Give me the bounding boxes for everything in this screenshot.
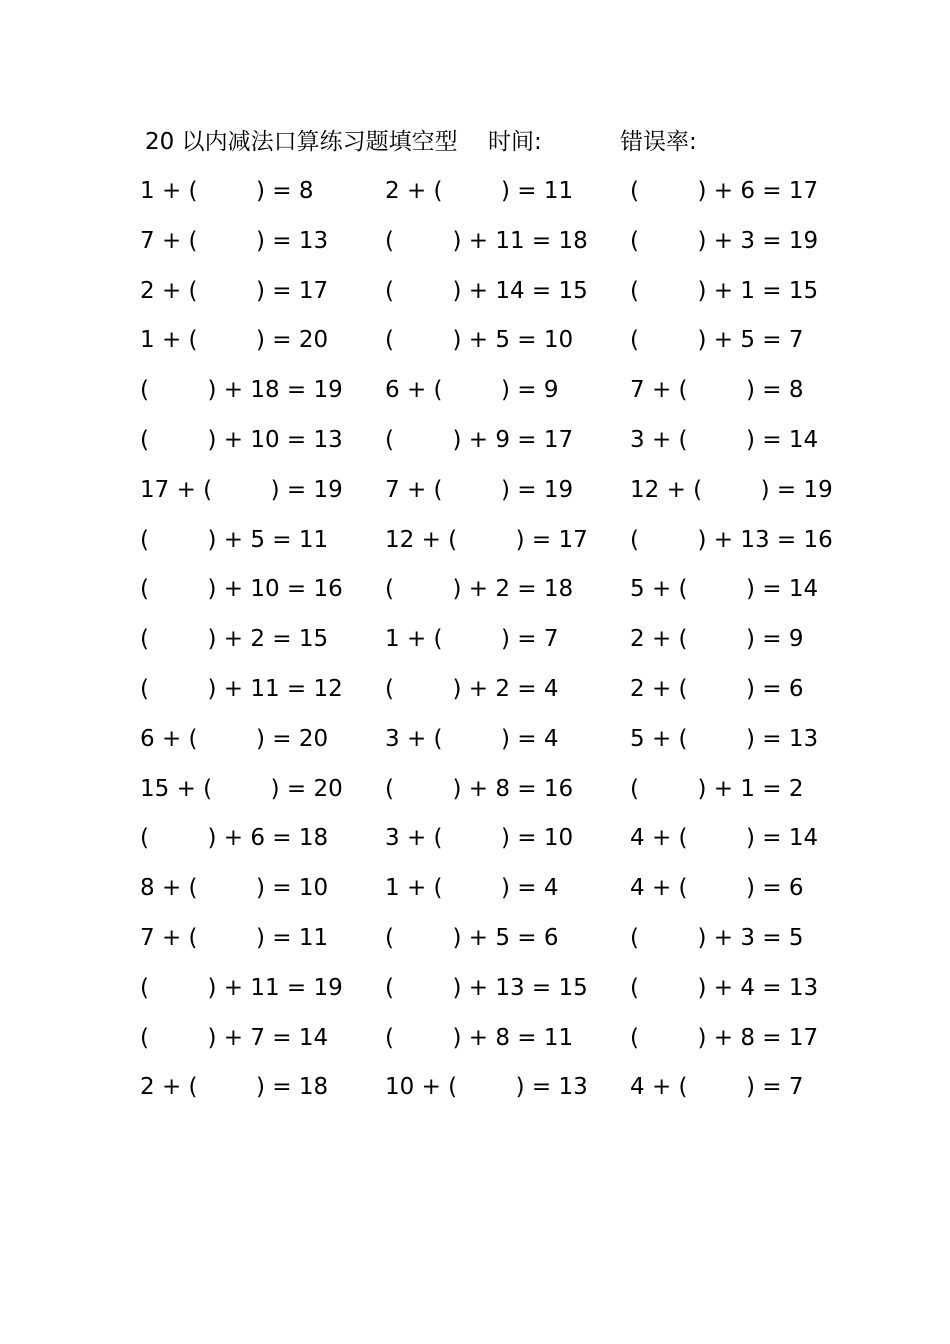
equation: ( ) + 7 = 14 — [140, 1024, 329, 1051]
problem-row — [140, 620, 810, 670]
equation: 5 + ( ) = 13 — [630, 725, 819, 752]
equation: 6 + ( ) = 9 — [385, 377, 559, 404]
problem-row — [140, 172, 819, 222]
problem-row — [140, 471, 833, 521]
equation: ( ) + 8 = 16 — [385, 775, 574, 802]
equation: 12 + ( ) = 19 — [630, 476, 833, 503]
equation: 12 + ( ) = 17 — [385, 526, 588, 553]
equation: ( ) + 2 = 4 — [385, 675, 559, 702]
equation: ( ) + 10 = 16 — [140, 576, 343, 603]
equation: 2 + ( ) = 9 — [630, 626, 804, 653]
problem-row — [140, 421, 819, 471]
equation: ( ) + 18 = 19 — [140, 377, 343, 404]
equation: 10 + ( ) = 13 — [385, 1074, 588, 1101]
equation: ( ) + 5 = 10 — [385, 327, 574, 354]
equation: ( ) + 11 = 12 — [140, 675, 343, 702]
equation: 4 + ( ) = 7 — [630, 1074, 804, 1101]
problem-row — [140, 770, 810, 820]
equation: 6 + ( ) = 20 — [140, 725, 329, 752]
equation: ( ) + 6 = 17 — [630, 178, 819, 204]
equation: 2 + ( ) = 6 — [630, 675, 804, 702]
equation: 3 + ( ) = 10 — [385, 825, 574, 852]
equation: 2 + ( ) = 18 — [140, 1074, 329, 1101]
problem-row — [140, 222, 819, 272]
equation: ( ) + 11 = 19 — [140, 974, 343, 1001]
equation: ( ) + 5 = 11 — [140, 526, 329, 553]
equation: 1 + ( ) = 20 — [140, 327, 329, 354]
problem-row — [140, 869, 810, 919]
equation: 3 + ( ) = 14 — [630, 426, 819, 453]
problem-row — [140, 919, 810, 969]
problem-row — [140, 570, 819, 620]
equation: ( ) + 14 = 15 — [385, 277, 588, 304]
equation: 17 + ( ) = 19 — [140, 476, 343, 503]
equation: 3 + ( ) = 4 — [385, 725, 559, 752]
equation: 5 + ( ) = 14 — [630, 576, 819, 603]
equation: 7 + ( ) = 19 — [385, 476, 574, 503]
equation: ( ) + 9 = 17 — [385, 426, 574, 453]
problem-row — [140, 1019, 819, 1069]
equation: ( ) + 11 = 18 — [385, 227, 588, 254]
problem-row — [140, 371, 810, 421]
equation: 7 + ( ) = 8 — [630, 377, 804, 404]
worksheet-header — [145, 124, 845, 160]
problem-row — [140, 969, 819, 1019]
equation: ( ) + 2 = 18 — [385, 576, 574, 603]
equation: ( ) + 10 = 13 — [140, 426, 343, 453]
equation: ( ) + 4 = 13 — [630, 974, 819, 1001]
problem-row — [140, 819, 819, 869]
equation: 7 + ( ) = 13 — [140, 227, 329, 254]
error-rate-label: 错误率: — [620, 129, 697, 155]
equation: 1 + ( ) = 8 — [140, 178, 314, 204]
problem-row — [140, 521, 833, 571]
equation: 7 + ( ) = 11 — [140, 924, 329, 951]
equation: 8 + ( ) = 10 — [140, 875, 329, 902]
equation: ( ) + 3 = 19 — [630, 227, 819, 254]
equation: ( ) + 8 = 17 — [630, 1024, 819, 1051]
equation: 4 + ( ) = 14 — [630, 825, 819, 852]
problem-row — [140, 670, 810, 720]
equation: 15 + ( ) = 20 — [140, 775, 343, 802]
equation: 2 + ( ) = 17 — [140, 277, 329, 304]
problem-row — [140, 1068, 810, 1118]
worksheet-title: 20 以内减法口算练习题填空型 — [145, 129, 458, 155]
equation: ( ) + 13 = 15 — [385, 974, 588, 1001]
equation: ( ) + 5 = 7 — [630, 327, 804, 354]
equation: ( ) + 5 = 6 — [385, 924, 559, 951]
problem-row — [140, 321, 810, 371]
equation: ( ) + 13 = 16 — [630, 526, 833, 553]
equation: 1 + ( ) = 4 — [385, 875, 559, 902]
problem-grid — [140, 172, 833, 1118]
equation: ( ) + 6 = 18 — [140, 825, 329, 852]
problem-row — [140, 272, 819, 322]
equation: 1 + ( ) = 7 — [385, 626, 559, 653]
equation: ( ) + 8 = 11 — [385, 1024, 574, 1051]
equation: ( ) + 2 = 15 — [140, 626, 329, 653]
equation: ( ) + 1 = 2 — [630, 775, 804, 802]
equation: 4 + ( ) = 6 — [630, 875, 804, 902]
problem-row — [140, 720, 819, 770]
equation: ( ) + 1 = 15 — [630, 277, 819, 304]
equation: 2 + ( ) = 11 — [385, 178, 574, 204]
time-label: 时间: — [488, 129, 542, 155]
equation: ( ) + 3 = 5 — [630, 924, 804, 951]
